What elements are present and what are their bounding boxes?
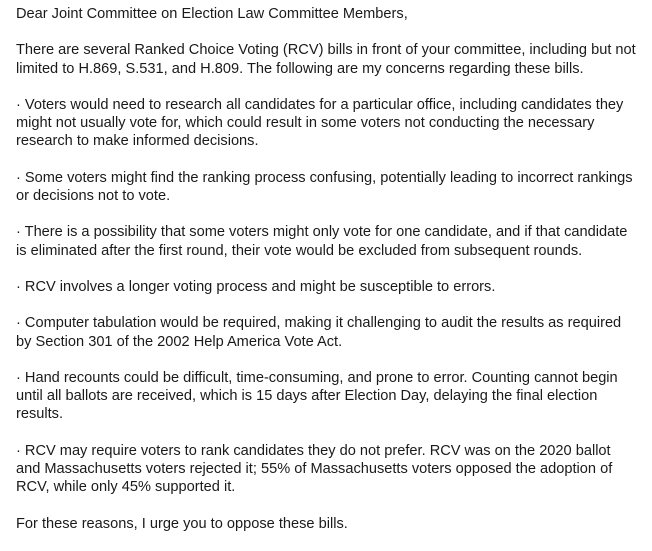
concern-item-6: · Hand recounts could be difficult, time-consuming, and prone to error. Counting cannot begin until all ballots are received, which is 15 days after Election Day, delaying the final election results.: [16, 369, 618, 423]
salutation: Dear Joint Committee on Election Law Committee Members,: [16, 6, 408, 22]
concern-item-7: · RCV may require voters to rank candidates they do not prefer. RCV was on the 2020 ballot and Massachusetts voters rejected it; 55% of Massachusetts voters opposed the adoption of RCV, while only 45% supported it.: [16, 442, 613, 496]
intro-paragraph: There are several Ranked Choice Voting (RCV) bills in front of your committee, including but not limited to H.869, S.531, and H.809. The following are my concerns regarding these bills.: [16, 42, 636, 77]
concern-item-1: · Voters would need to research all candidates for a particular office, including candidates they might not usually vote for, which could result in some voters not conducting the necessary research to make informed decisions.: [16, 96, 624, 150]
concern-item-3: · There is a possibility that some voters might only vote for one candidate, and if that candidate is eliminated after the first round, their vote would be excluded from subsequent rounds.: [16, 224, 628, 259]
concern-item-5: · Computer tabulation would be required, making it challenging to audit the results as required by Section 301 of the 2002 Help America Vote Act.: [16, 315, 622, 350]
closing-paragraph: For these reasons, I urge you to oppose these bills.: [16, 515, 348, 532]
concern-item-2: · Some voters might find the ranking process confusing, potentially leading to incorrect rankings or decisions not to vote.: [16, 169, 633, 204]
concern-item-4: · RCV involves a longer voting process and might be susceptible to errors.: [16, 278, 496, 295]
